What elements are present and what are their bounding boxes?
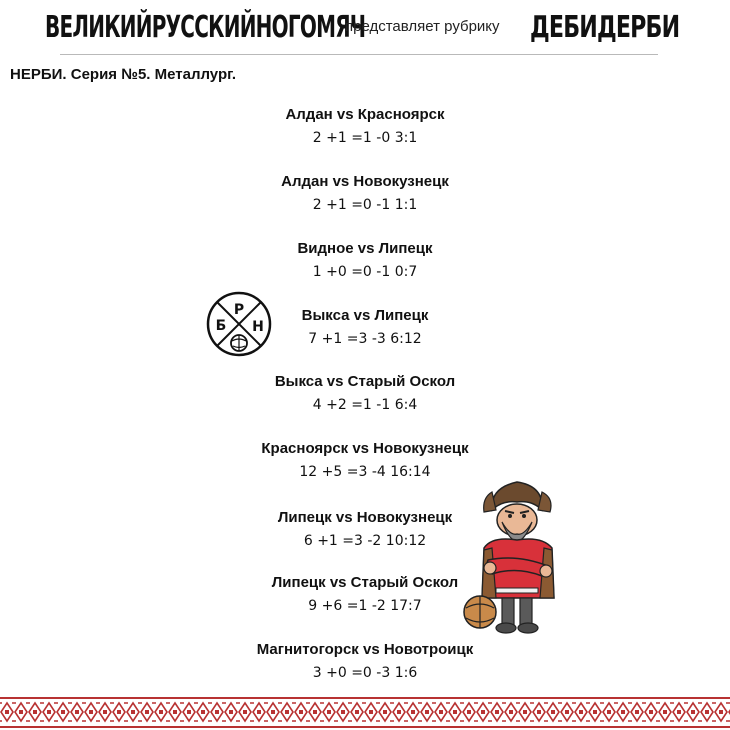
logo-letter-right: Н: [252, 319, 264, 335]
page-title: НЕРБИ. Серия №5. Металлург.: [10, 66, 237, 83]
match-teams: Алдан vs Красноярск: [285, 106, 445, 123]
match-teams: Красноярск vs Новокузнецк: [261, 440, 469, 457]
match-score: 4 +2 =1 -1 6:4: [312, 397, 418, 413]
match-score: 7 +1 =3 -3 6:12: [308, 331, 422, 347]
match-teams: Выкса vs Липецк: [301, 307, 429, 324]
logo-letter-left: Б: [215, 318, 227, 334]
match-teams: Магнитогорск vs Новотроицк: [256, 641, 474, 658]
match-teams: Липецк vs Новокузнецк: [277, 509, 453, 526]
match-item: [215, 172, 515, 215]
match-score: 2 +1 =1 -0 3:1: [312, 130, 418, 146]
match-score: 9 +6 =1 -2 17:7: [308, 598, 422, 614]
match-score: 2 +1 =0 -1 1:1: [312, 197, 418, 213]
header: [0, 0, 730, 52]
circle-logo-icon: [205, 290, 273, 358]
rubric-wordmark: ДЕБИДЕРБИ: [530, 10, 680, 45]
match-teams: Алдан vs Новокузнецк: [281, 173, 449, 190]
tagline: представляет рубрику: [345, 18, 500, 35]
match-item: [215, 239, 515, 282]
header-divider: [60, 54, 658, 55]
match-teams: Видное vs Липецк: [297, 240, 433, 257]
logo-letter-top: Р: [233, 302, 245, 318]
match-item: [215, 372, 515, 415]
mascot-illustration: [462, 470, 572, 640]
brand-wordmark: ВЕЛИКИЙРУССКИЙНОГОМЯЧ: [45, 10, 366, 45]
match-score: 1 +0 =0 -1 0:7: [312, 264, 418, 280]
match-teams: Липецк vs Старый Оскол: [271, 574, 459, 591]
match-item: [215, 640, 515, 683]
ornament-border: [0, 695, 730, 730]
match-teams: Выкса vs Старый Оскол: [274, 373, 456, 390]
match-score: 3 +0 =0 -3 1:6: [312, 665, 418, 681]
match-item: [215, 105, 515, 148]
match-score: 12 +5 =3 -4 16:14: [299, 464, 431, 480]
match-score: 6 +1 =3 -2 10:12: [303, 533, 427, 549]
